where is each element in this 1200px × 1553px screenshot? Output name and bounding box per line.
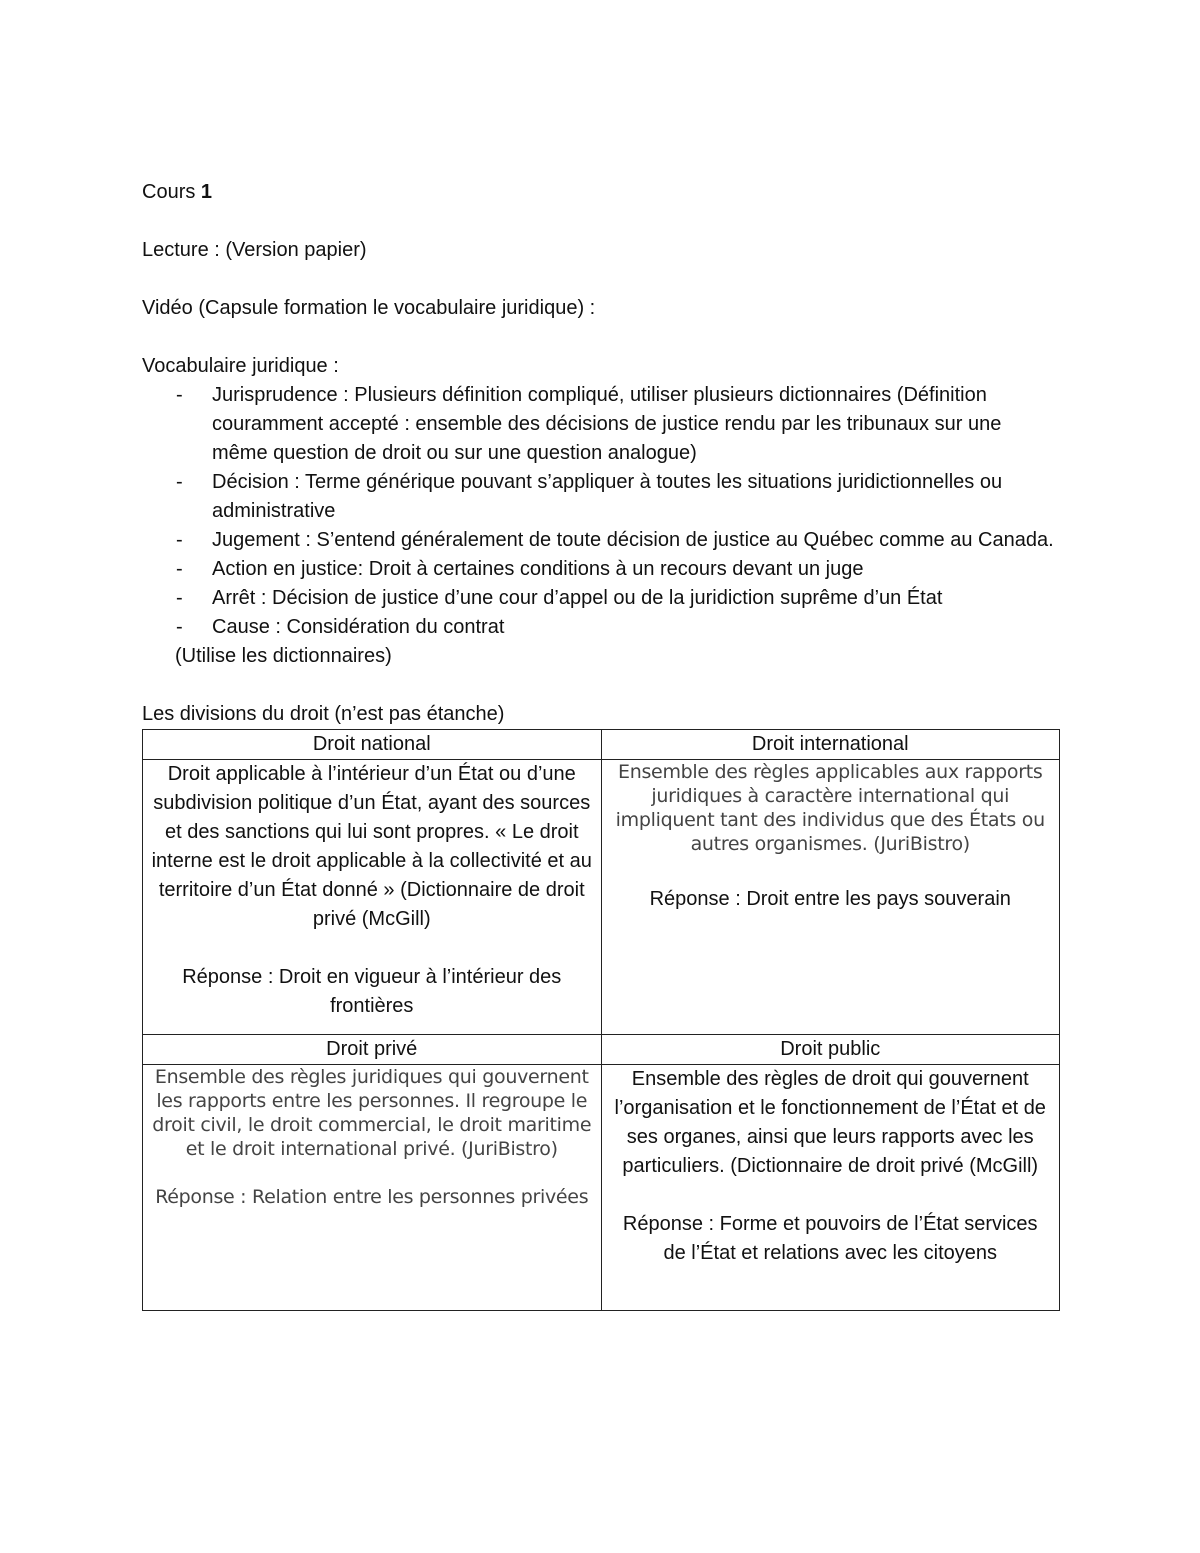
divisions-heading: Les divisions du droit (n’est pas étanche) xyxy=(142,703,505,725)
cell-droit-international xyxy=(601,760,1060,1035)
vocab-item-jurisprudence xyxy=(142,381,1060,468)
cell-answer: Réponse : Droit entre les pays souverain xyxy=(649,888,1011,910)
table-row xyxy=(143,730,1060,760)
vocab-item-text: Arrêt : Décision de justice d’une cour d’appel ou de la juridiction suprême d’un État xyxy=(212,587,943,609)
list-dash: - xyxy=(176,471,183,493)
cell-answer: Réponse : Relation entre les personnes privées xyxy=(155,1186,589,1208)
vocab-item-text: Décision : Terme générique pouvant s’appliquer à toutes les situations juridictionnelles ou administrative xyxy=(212,471,1003,522)
header-droit-international: Droit international xyxy=(601,730,1060,760)
course-title-prefix: Cours xyxy=(142,181,201,203)
vocab-list xyxy=(142,381,1060,642)
cell-droit-prive xyxy=(143,1065,602,1311)
cell-definition: Ensemble des règles applicables aux rapports juridiques à caractère international qui impliquent tant des individus que des États ou autres organismes. (JuriBistro) xyxy=(615,761,1045,855)
vocab-note: (Utilise les dictionnaires) xyxy=(175,645,392,667)
vocab-item-arret xyxy=(142,584,1060,613)
lecture-line: Lecture : (Version papier) xyxy=(142,239,367,261)
course-title-number: 1 xyxy=(200,181,213,203)
list-dash: - xyxy=(176,529,183,551)
course-title xyxy=(142,178,1060,207)
document-page xyxy=(142,178,1060,1311)
cell-answer: Réponse : Droit en vigueur à l’intérieur des frontières xyxy=(182,966,562,1017)
cell-droit-national xyxy=(143,760,602,1035)
vocab-item-jugement xyxy=(142,526,1060,555)
header-droit-national: Droit national xyxy=(143,730,602,760)
vocab-item-text: Action en justice: Droit à certaines conditions à un recours devant un juge xyxy=(212,558,864,580)
table-row xyxy=(143,1035,1060,1065)
vocab-item-action xyxy=(142,555,1060,584)
vocab-heading: Vocabulaire juridique : xyxy=(142,355,339,377)
cell-definition: Ensemble des règles juridiques qui gouvernent les rapports entre les personnes. Il regroupe le droit civil, le droit commercial, le droit maritime et le droit international privé. (JuriBistro) xyxy=(152,1066,592,1160)
list-dash: - xyxy=(176,587,183,609)
vocab-item-cause xyxy=(142,613,1060,642)
vocab-item-decision xyxy=(142,468,1060,526)
video-line: Vidéo (Capsule formation le vocabulaire juridique) : xyxy=(142,297,596,319)
table-row xyxy=(143,760,1060,1035)
list-dash: - xyxy=(176,384,183,406)
list-dash: - xyxy=(176,558,183,580)
header-droit-public: Droit public xyxy=(601,1035,1060,1065)
table-row xyxy=(143,1065,1060,1311)
list-dash: - xyxy=(176,616,183,638)
cell-definition: Ensemble des règles de droit qui gouvernent l’organisation et le fonctionnement de l’État et de ses organes, ainsi que leurs rapports avec les particuliers. (Dictionnaire de droit privé (McGill) xyxy=(614,1068,1046,1177)
vocab-item-text: Cause : Considération du contrat xyxy=(212,616,505,638)
header-droit-prive: Droit privé xyxy=(143,1035,602,1065)
cell-droit-public xyxy=(601,1065,1060,1311)
divisions-table xyxy=(142,729,1060,1311)
cell-answer: Réponse : Forme et pouvoirs de l’État services de l’État et relations avec les citoyens xyxy=(622,1213,1038,1264)
vocab-item-text: Jugement : S’entend généralement de toute décision de justice au Québec comme au Canada. xyxy=(212,529,1054,551)
vocab-item-text: Jurisprudence : Plusieurs définition compliqué, utiliser plusieurs dictionnaires (Définition couramment accepté : ensemble des décisions de justice rendu par les tribunaux sur une même question de droit ou sur une question analogue) xyxy=(212,384,1002,464)
cell-definition: Droit applicable à l’intérieur d’un État ou d’une subdivision politique d’un État, ayant des sources et des sanctions qui lui sont propres. « Le droit interne est le droit applicable à la collectivité et au territoire d’un État donné » (Dictionnaire de droit privé (McGill) xyxy=(151,763,592,930)
